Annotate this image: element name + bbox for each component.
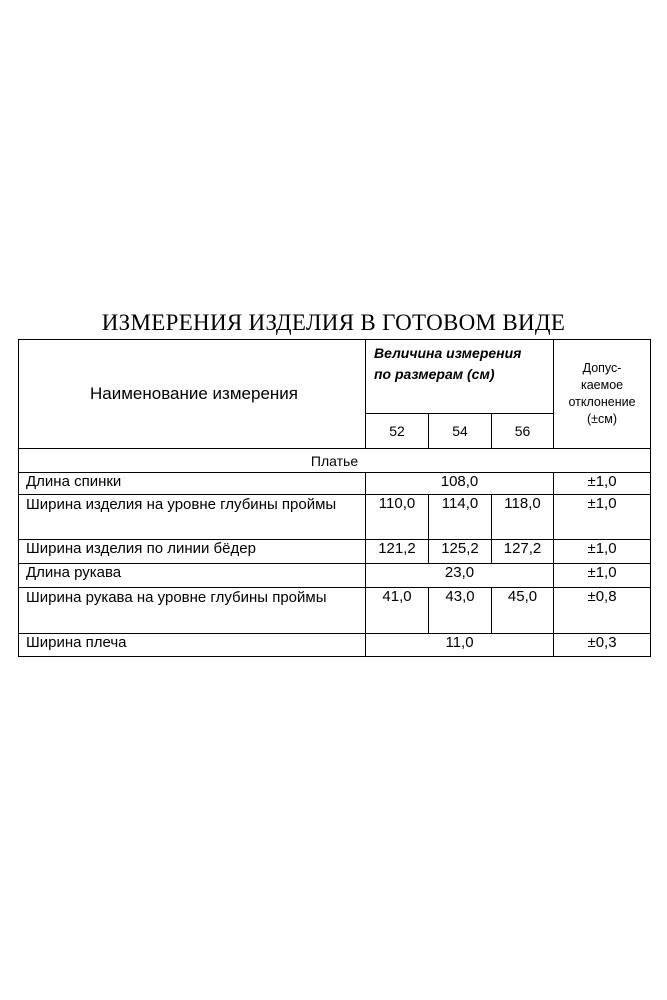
row-name: Ширина рукава на уровне глубины проймы: [19, 588, 366, 634]
row-value-52: 41,0: [366, 588, 429, 634]
row-name: Ширина плеча: [19, 634, 366, 657]
size-52: 52: [366, 414, 429, 449]
row-value-52: 121,2: [366, 540, 429, 564]
row-value-all-sizes: 11,0: [366, 634, 554, 657]
row-value-all-sizes: 108,0: [366, 473, 554, 495]
size-54: 54: [429, 414, 492, 449]
measurements-table: [18, 339, 651, 657]
row-value-56: 127,2: [492, 540, 554, 564]
row-value-56: 45,0: [492, 588, 554, 634]
row-value-54: 125,2: [429, 540, 492, 564]
row-value-54: 114,0: [429, 495, 492, 540]
header-values-line1: Величина измерения: [374, 345, 522, 361]
row-tolerance: ±1,0: [554, 540, 651, 564]
page-title: ИЗМЕРЕНИЯ ИЗДЕЛИЯ В ГОТОВОМ ВИДЕ: [101, 310, 566, 335]
table-row: [19, 473, 651, 495]
table-row: [19, 588, 651, 634]
row-value-all-sizes: 23,0: [366, 564, 554, 588]
row-tolerance: ±1,0: [554, 564, 651, 588]
row-tolerance: ±1,0: [554, 473, 651, 495]
table-row: [19, 540, 651, 564]
row-tolerance: ±1,0: [554, 495, 651, 540]
row-name: Ширина изделия по линии бёдер: [19, 540, 366, 564]
header-tolerance-line2: каемое: [580, 378, 624, 392]
section-title: Платье: [19, 449, 651, 473]
size-56: 56: [492, 414, 554, 449]
table-row: [19, 634, 651, 657]
row-name: Ширина изделия на уровне глубины проймы: [19, 495, 366, 540]
row-name: Длина спинки: [19, 473, 366, 495]
header-tolerance-line4: (±см): [587, 412, 618, 426]
row-tolerance: ±0,3: [554, 634, 651, 657]
row-tolerance: ±0,8: [554, 588, 651, 634]
header-tolerance-line1: Допус-: [582, 361, 622, 375]
header-tolerance: [554, 340, 651, 449]
row-value-52: 110,0: [366, 495, 429, 540]
header-row: [19, 340, 651, 414]
header-measurement-name: Наименование измерения: [19, 340, 366, 449]
row-value-56: 118,0: [492, 495, 554, 540]
header-values-line2: по размерам (см): [374, 366, 495, 382]
header-size-values: [366, 340, 554, 414]
table-row: [19, 564, 651, 588]
table-row: [19, 495, 651, 540]
row-name: Длина рукава: [19, 564, 366, 588]
row-value-54: 43,0: [429, 588, 492, 634]
section-row: [19, 449, 651, 473]
header-tolerance-line3: отклонение: [568, 395, 636, 409]
